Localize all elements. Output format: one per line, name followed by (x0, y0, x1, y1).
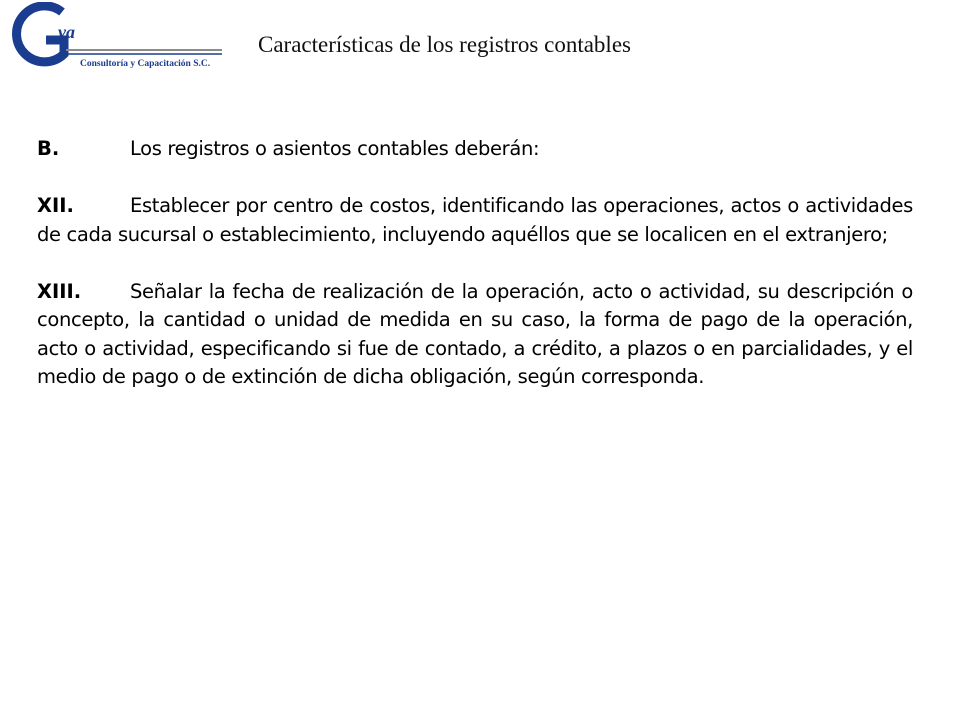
document-body (37, 135, 913, 420)
page-title: Características de los registros contables (258, 32, 631, 57)
paragraph-label: XII. (37, 194, 74, 217)
logo-letters: va (58, 22, 75, 42)
gva-logo-mark (4, 2, 226, 76)
paragraph-label: B. (37, 137, 60, 160)
company-logo (4, 2, 226, 76)
paragraph-xiii (37, 278, 913, 392)
logo-company-name: Consultoría y Capacitación S.C. (80, 59, 211, 69)
paragraph-text: Los registros o asientos contables deberán: (130, 137, 540, 160)
paragraph-xii (37, 192, 913, 249)
paragraph-text: Establecer por centro de costos, identificando las operaciones, actos o actividades de cada sucursal o establecimiento, incluyendo aquéllos que se localicen en el extranjero; (37, 194, 913, 246)
paragraph-label: XIII. (37, 279, 82, 303)
paragraph-b (37, 135, 913, 164)
paragraph-text: Señalar la fecha de realización de la operación, acto o actividad, su descripción o concepto, la cantidad o unidad de medida en su caso, la forma de pago de la operación, acto o actividad, especificando si fue de contado, a crédito, a plazos o en parcialidades, y el medio de pago o de extinción de dicha obligación, según corresponda. (37, 279, 913, 388)
